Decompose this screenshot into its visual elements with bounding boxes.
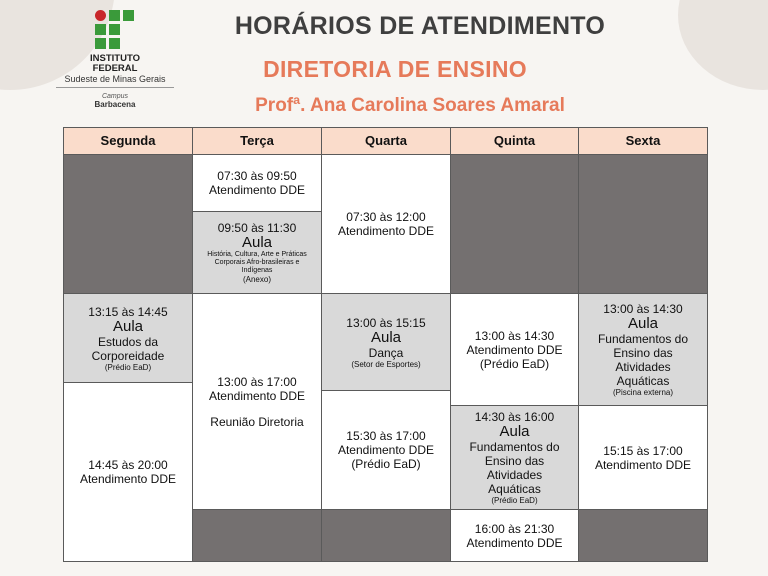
day-header-tuesday: Terça [192, 127, 322, 155]
logo-line-2: FEDERAL [92, 63, 138, 74]
class-slot-friday [578, 293, 708, 406]
service-slot-tuesday-morning [192, 154, 322, 212]
class-slot-tuesday [192, 211, 322, 294]
class-slot-wednesday [321, 293, 451, 391]
slot-place: (Piscina externa) [612, 388, 674, 397]
slot-subject: Dança [368, 345, 404, 360]
slot-activity: Atendimento DDE [466, 535, 563, 550]
day-header-thursday: Quinta [450, 127, 579, 155]
slot-time: 14:45 às 20:00 [88, 458, 168, 472]
service-slot-tuesday-afternoon [192, 293, 322, 510]
class-slot-monday [63, 293, 193, 383]
slot-time: 13:15 às 14:45 [88, 304, 168, 319]
service-slot-monday [63, 382, 193, 562]
empty-slot-friday-morning [578, 154, 708, 294]
empty-slot-monday-morning [63, 154, 193, 294]
day-header-wednesday: Quarta [321, 127, 451, 155]
slot-activity: Atendimento DDE [466, 342, 563, 357]
slot-activity: Atendimento DDE [208, 388, 306, 403]
decorative-circle-top-right [678, 0, 768, 90]
logo-campus-name: Barbacena [94, 100, 136, 109]
slot-activity: Atendimento DDE [79, 472, 177, 486]
day-header-friday: Sexta [578, 127, 708, 155]
slot-place: (Prédio EaD) [104, 362, 152, 372]
slot-type: Aula [370, 328, 402, 346]
page-subtitle: DIRETORIA DE ENSINO [263, 56, 527, 82]
empty-slot-thursday-morning [450, 154, 579, 294]
slot-time: 15:30 às 17:00 [346, 429, 426, 443]
empty-slot-friday-evening [578, 509, 708, 562]
slot-subject: Fundamentos do Ensino das Atividades Aquáticas [597, 332, 689, 388]
slot-time: 13:00 às 17:00 [217, 374, 297, 389]
logo-line-3: Sudeste de Minas Gerais [56, 74, 174, 88]
slot-type: Aula [112, 317, 144, 335]
slot-time: 09:50 às 11:30 [217, 221, 297, 235]
slot-type: Aula [499, 423, 530, 440]
slot-activity: Atendimento DDE [594, 457, 692, 472]
logo-line-1: INSTITUTO [90, 53, 140, 64]
service-slot-thursday-afternoon [450, 293, 579, 406]
slot-time: 13:00 às 14:30 [474, 328, 555, 343]
slot-place: (Prédio EaD) [479, 356, 550, 371]
slot-place: (Anexo) [242, 275, 271, 284]
service-slot-wednesday-morning [321, 154, 451, 294]
slot-subject: História, Cultura, Arte e Práticas Corporais Afro-brasileiras e Indígenas [207, 251, 307, 274]
slot-activity: Atendimento DDE [337, 224, 435, 238]
slot-time: 13:00 às 15:15 [346, 315, 426, 330]
slot-time: 07:30 às 09:50 [217, 169, 297, 183]
logo-campus-label: Campus [101, 93, 129, 100]
institution-logo [50, 10, 180, 109]
slot-type: Aula [627, 315, 659, 332]
slot-place: (Prédio EaD) [491, 496, 538, 505]
slot-time: 13:00 às 14:30 [603, 302, 683, 316]
empty-slot-wednesday-evening [321, 509, 451, 562]
class-slot-thursday [450, 405, 579, 510]
if-logo-icon [95, 10, 135, 50]
page-title: HORÁRIOS DE ATENDIMENTO [234, 12, 606, 40]
slot-type: Aula [241, 234, 273, 251]
service-slot-thursday-evening [450, 509, 579, 562]
service-slot-friday-afternoon [578, 405, 708, 510]
slot-time: 07:30 às 12:00 [346, 210, 426, 224]
slot-place: (Prédio EaD) [351, 457, 421, 471]
slot-time: 14:30 às 16:00 [474, 410, 555, 424]
slot-subject: Fundamentos do Ensino das Atividades Aquáticas [469, 440, 560, 496]
service-slot-wednesday-afternoon [321, 390, 451, 510]
day-header-monday: Segunda [63, 127, 193, 155]
slot-place: (Setor de Esportes) [351, 359, 421, 369]
slot-time: 15:15 às 17:00 [603, 443, 683, 458]
slot-subject: Estudos da Corporeidade [91, 334, 165, 363]
empty-slot-tuesday-evening [192, 509, 322, 562]
slot-meeting: Reunião Diretoria [210, 414, 304, 429]
teacher-name: Profª. Ana Carolina Soares Amaral [255, 95, 565, 116]
slot-activity: Atendimento DDE [337, 443, 435, 457]
slot-time: 16:00 às 21:30 [474, 521, 555, 536]
slot-activity: Atendimento DDE [208, 183, 306, 197]
